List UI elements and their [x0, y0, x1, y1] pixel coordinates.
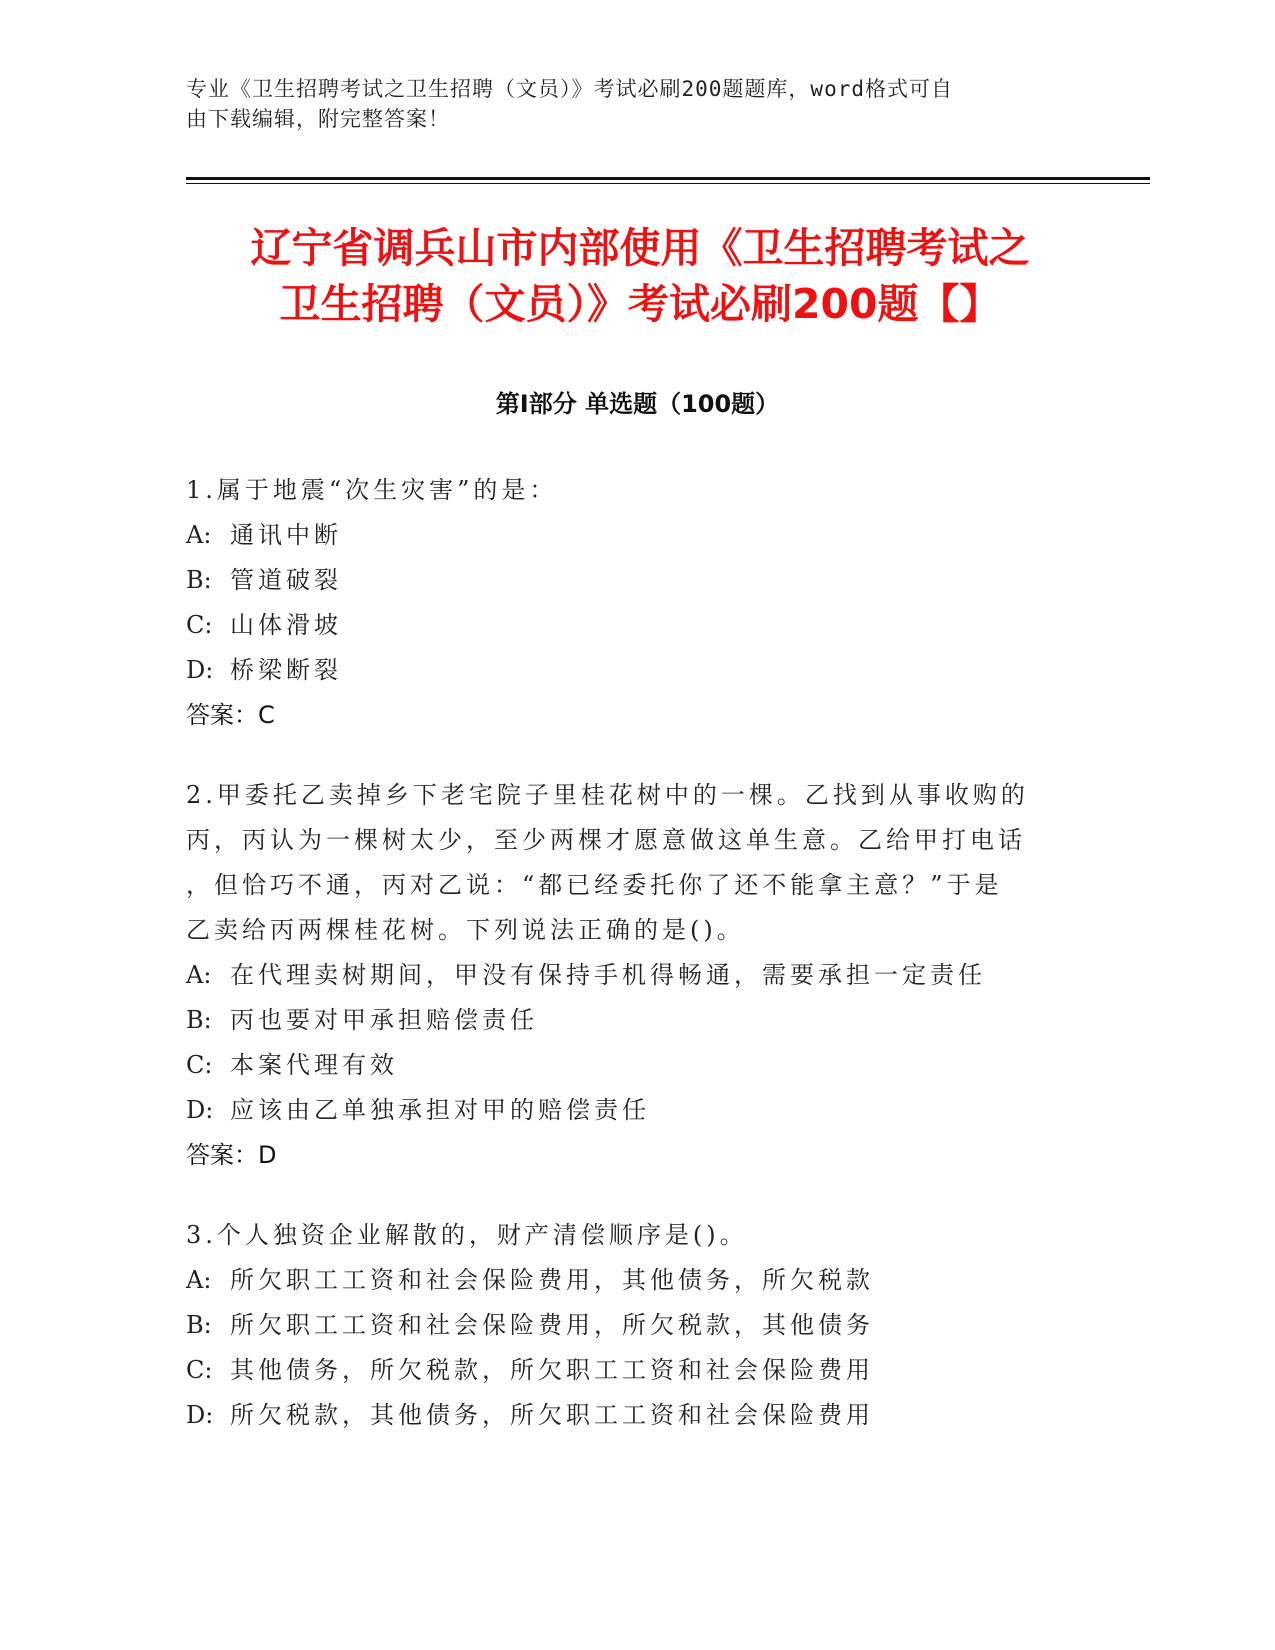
option-text: 山体滑坡	[230, 611, 342, 639]
option-label: A:	[186, 521, 212, 549]
option-label: C:	[186, 1051, 213, 1079]
header-divider-thick	[186, 177, 1150, 180]
question-stem: 丙，丙认为一棵树太少，至少两棵才愿意做这单生意。乙给甲打电话	[186, 826, 1026, 854]
option-text: 所欠职工工资和社会保险费用，所欠税款，其他债务	[230, 1311, 874, 1339]
option-text: 丙也要对甲承担赔偿责任	[230, 1006, 538, 1034]
option-text: 本案代理有效	[230, 1051, 398, 1079]
option-label: B:	[186, 1311, 212, 1339]
option-text: 其他债务，所欠税款，所欠职工工资和社会保险费用	[230, 1356, 874, 1384]
option-label: D:	[186, 656, 214, 684]
section-title: 第Ⅰ部分 单选题（100题）	[495, 390, 780, 418]
answer-line: 答案：C	[186, 701, 275, 729]
option-b	[186, 558, 1066, 603]
option-text: 通讯中断	[230, 521, 342, 549]
option-d	[186, 648, 1066, 693]
option-text: 在代理卖树期间，甲没有保持手机得畅通，需要承担一定责任	[230, 961, 986, 989]
title-line: 辽宁省调兵山市内部使用《卫生招聘考试之	[250, 224, 1030, 272]
option-text: 所欠税款，其他债务，所欠职工工资和社会保险费用	[230, 1401, 874, 1429]
option-b	[186, 1303, 1066, 1348]
document-title	[150, 220, 1130, 332]
option-a	[186, 953, 1066, 998]
question-stem: 1.属于地震“次生灾害”的是：	[186, 476, 558, 504]
option-a	[186, 1258, 1066, 1303]
option-label: B:	[186, 1006, 212, 1034]
question-stem: 2.甲委托乙卖掉乡下老宅院子里桂花树中的一棵。乙找到从事收购的	[186, 781, 1029, 809]
option-label: A:	[186, 961, 212, 989]
option-c	[186, 1043, 1066, 1088]
option-text: 应该由乙单独承担对甲的赔偿责任	[230, 1096, 650, 1124]
option-label: B:	[186, 566, 212, 594]
option-label: C:	[186, 611, 213, 639]
option-label: D:	[186, 1096, 214, 1124]
option-label: C:	[186, 1356, 213, 1384]
question-item	[186, 773, 1066, 1178]
option-a	[186, 513, 1066, 558]
option-label: D:	[186, 1401, 214, 1429]
header-note-line: 专业《卫生招聘考试之卫生招聘（文员）》考试必刷200题题库，word格式可自	[186, 77, 953, 101]
option-b	[186, 998, 1066, 1043]
option-c	[186, 603, 1066, 648]
option-c	[186, 1348, 1066, 1393]
answer-line: 答案：D	[186, 1141, 277, 1169]
option-d	[186, 1088, 1066, 1133]
question-stem: ，但恰巧不通，丙对乙说：“都已经委托你了还不能拿主意？”于是	[186, 871, 1003, 899]
header-note	[186, 74, 1066, 134]
header-note-line: 由下载编辑，附完整答案！	[186, 107, 450, 131]
header-divider-thin	[186, 183, 1150, 184]
question-item	[186, 1213, 1066, 1438]
question-stem: 3.个人独资企业解散的，财产清偿顺序是()。	[186, 1221, 748, 1249]
option-text: 桥梁断裂	[230, 656, 342, 684]
option-text: 所欠职工工资和社会保险费用，其他债务，所欠税款	[230, 1266, 874, 1294]
option-d	[186, 1393, 1066, 1438]
question-list	[186, 468, 1066, 1473]
title-line: 卫生招聘（文员）》考试必刷200题【】	[279, 280, 1001, 328]
question-item	[186, 468, 1066, 738]
option-text: 管道破裂	[230, 566, 342, 594]
option-label: A:	[186, 1266, 212, 1294]
question-stem: 乙卖给丙两棵桂花树。下列说法正确的是()。	[186, 916, 745, 944]
